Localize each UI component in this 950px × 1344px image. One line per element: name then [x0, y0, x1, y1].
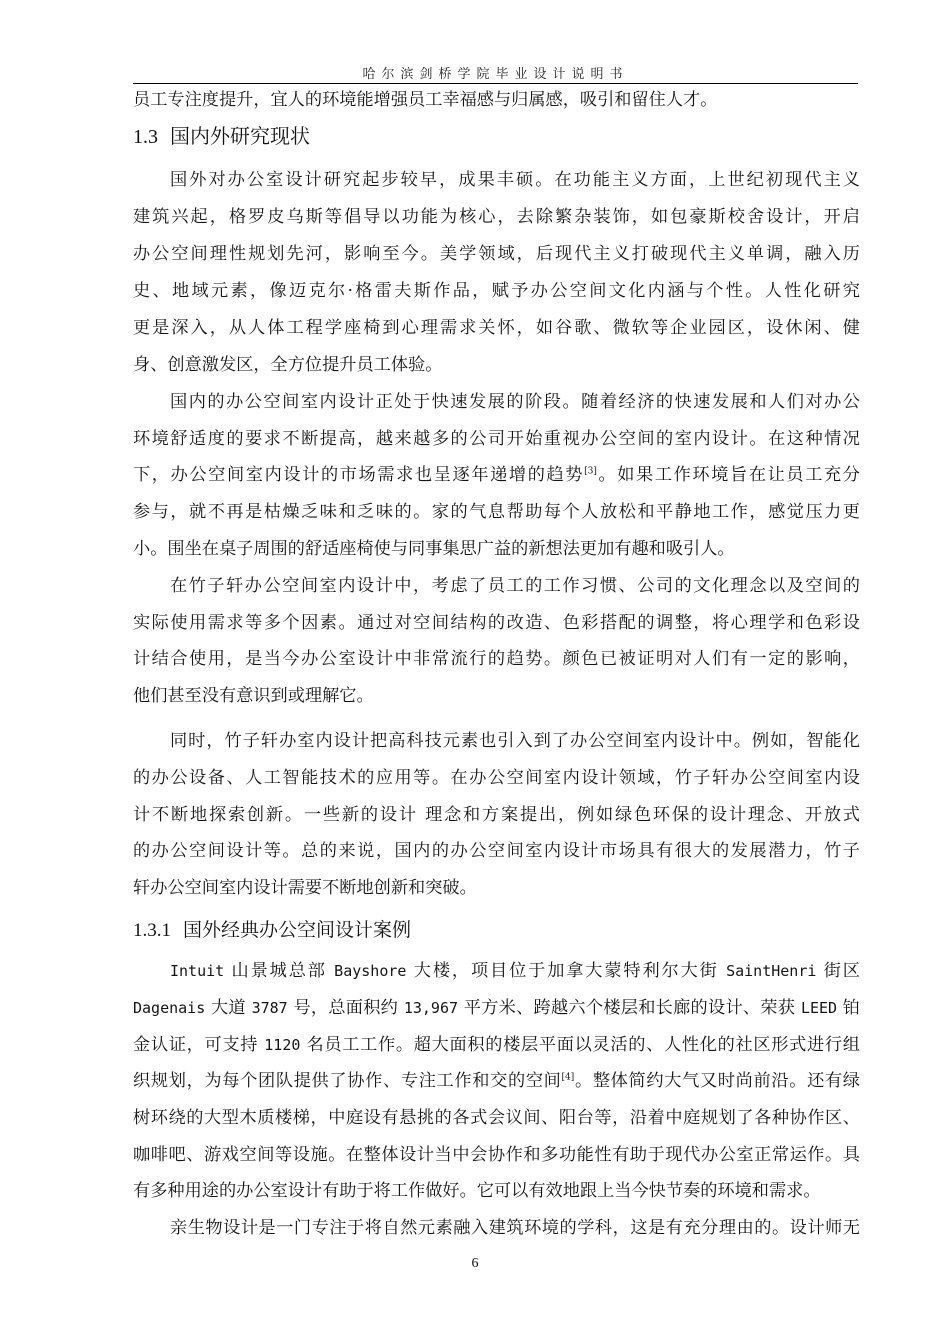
- paragraph-line: 同时，竹子轩办室内设计把高科技元素也引入到了办公空间室内设计中。例如，智能化: [170, 731, 860, 751]
- paragraph-line: 身、创意激发区，全方位提升员工体验。: [133, 355, 443, 375]
- paragraph-line: [133, 995, 860, 1021]
- paragraph-line: 咖啡吧、游戏空间等设施。在整体设计当中会协作和多功能性有助于现代办公室正常运作。具: [133, 1145, 860, 1165]
- citation-3[interactable]: [3]: [584, 466, 597, 477]
- text-run: 铂: [837, 998, 860, 1018]
- paragraph-line: 有多种用途的办公室设计有助于将工作做好。它可以有效地跟上当今快节奏的环境和需求。: [133, 1181, 821, 1201]
- text-run: Bayshore: [334, 962, 407, 980]
- paragraph-line: 树环绕的大型木质楼梯，中庭设有悬挑的各式会议间、阳台等，沿着中庭规划了各种协作区、: [133, 1108, 860, 1128]
- paragraph-line: 计不断地探索创新。一些新的设计 理念和方案提出，例如绿色环保的设计理念、开放式: [133, 805, 860, 825]
- text-run: 大楼，项目位于加拿大蒙特利尔大街: [406, 961, 727, 981]
- paragraph-line: 参与，就不再是枯燥乏味和乏味的。家的气息帮助每个人放松和平静地工作，感觉压力更: [133, 502, 860, 522]
- paragraph-line: 轩办公空间室内设计需要不断地创新和突破。: [133, 878, 477, 898]
- text-run: 山景城总部: [224, 961, 335, 981]
- text-run: 。整体简约大气又时尚前沿。还有绿: [574, 1071, 860, 1091]
- page-number: 6: [471, 1256, 479, 1271]
- text-run: 号，总面积约: [287, 998, 404, 1018]
- carryover-text: 员工专注度提升，宜人的环境能增强员工幸福感与归属感，吸引和留住人才。: [133, 90, 718, 110]
- text-run: LEED: [800, 999, 838, 1017]
- paragraph-line: 亲生物设计是一门专注于将自然元素融入建筑环境的学科，这是有充分理由的。设计师无: [170, 1218, 860, 1238]
- text-run: 3787: [251, 999, 288, 1017]
- page-header: 哈尔滨剑桥学院毕业设计说明书: [362, 67, 629, 82]
- text-run: 金认证，可支持: [133, 1035, 265, 1055]
- text-run: 下，办公空间室内设计的市场需求也呈逐年递增的趋势: [133, 465, 585, 485]
- text-run: 13,967: [403, 999, 459, 1017]
- text-run: 大道: [205, 998, 252, 1018]
- text-run: 平方米、跨越六个楼层和长廊的设计、荣获: [458, 998, 801, 1018]
- text-run: 1120: [264, 1036, 301, 1054]
- text-run: Dagenais: [133, 999, 206, 1017]
- paragraph-line: [133, 462, 860, 488]
- paragraph-line: 国外对办公室设计研究起步较早，成果丰硕。在功能主义方面，上世纪初现代主义: [170, 170, 860, 190]
- paragraph-line: 国内的办公空间室内设计正处于快速发展的阶段。随着经济的快速发展和人们对办公: [170, 392, 860, 412]
- section-number: 1.3: [133, 126, 158, 148]
- paragraph-line: [133, 1068, 860, 1094]
- paragraph-line: 的办公空间设计等。总的来说，国内的办公空间室内设计市场具有很大的发展潜力，竹子: [133, 841, 860, 861]
- section-title: 国外经典办公空间设计案例: [183, 919, 412, 941]
- paragraph-line: 环境舒适度的要求不断提高，越来越多的公司开始重视办公空间的室内设计。在这种情况: [133, 429, 860, 449]
- section-number: 1.3.1: [133, 920, 171, 941]
- section-heading-1-3: [133, 122, 310, 151]
- citation-4[interactable]: [4]: [561, 1072, 575, 1083]
- paragraph-line: 计结合使用，是当今办公室设计中非常流行的趋势。颜色已被证明对人们有一定的影响，: [133, 649, 860, 669]
- paragraph-line: 办公空间理性规划先河，影响至今。美学领域，后现代主义打破现代主义单调，融入历: [133, 244, 860, 264]
- paragraph-line: 更是深入，从人体工程学座椅到心理需求关怀，如谷歌、微软等企业园区，设休闲、健: [133, 318, 860, 338]
- paragraph-line: 他们甚至没有意识到或理解它。: [133, 686, 374, 706]
- paragraph-line: 史、地域元素，像迈克尔·格雷夫斯作品，赋予办公空间文化内涵与个性。人性化研究: [133, 281, 860, 301]
- text-run: 织规划，为每个团队提供了协作、专注工作和交的空间: [133, 1071, 562, 1091]
- section-title: 国内外研究现状: [170, 124, 310, 148]
- text-run: 街区: [816, 961, 860, 981]
- text-run: Intuit: [170, 962, 225, 980]
- paragraph-line: 在竹子轩办公空间室内设计中，考虑了员工的工作习惯、公司的文化理念以及空间的: [170, 576, 860, 596]
- section-heading-1-3-1: [133, 916, 411, 945]
- header-rule: [133, 83, 858, 84]
- paragraph-line: 建筑兴起，格罗皮乌斯等倡导以功能为核心，去除繁杂装饰，如包豪斯校舍设计，开启: [133, 207, 860, 227]
- paragraph-line: [133, 1032, 860, 1058]
- paragraph-line: [133, 958, 860, 984]
- paragraph-line: 实际使用需求等多个因素。通过对空间结构的改造、色彩搭配的调整，将心理学和色彩设: [133, 613, 860, 633]
- paragraph-line: 小。围坐在桌子周围的舒适座椅使与同事集思广益的新想法更加有趣和吸引人。: [133, 539, 735, 559]
- text-run: 名员工工作。超大面积的楼层平面以灵活的、人性化的社区形式进行组: [300, 1035, 860, 1055]
- text-run: 。如果工作环境旨在让员工充分: [596, 465, 860, 485]
- text-run: SaintHenri: [726, 962, 817, 980]
- paragraph-line: 的办公设备、人工智能技术的应用等。在办公空间室内设计领域，竹子轩办公空间室内设: [133, 768, 860, 788]
